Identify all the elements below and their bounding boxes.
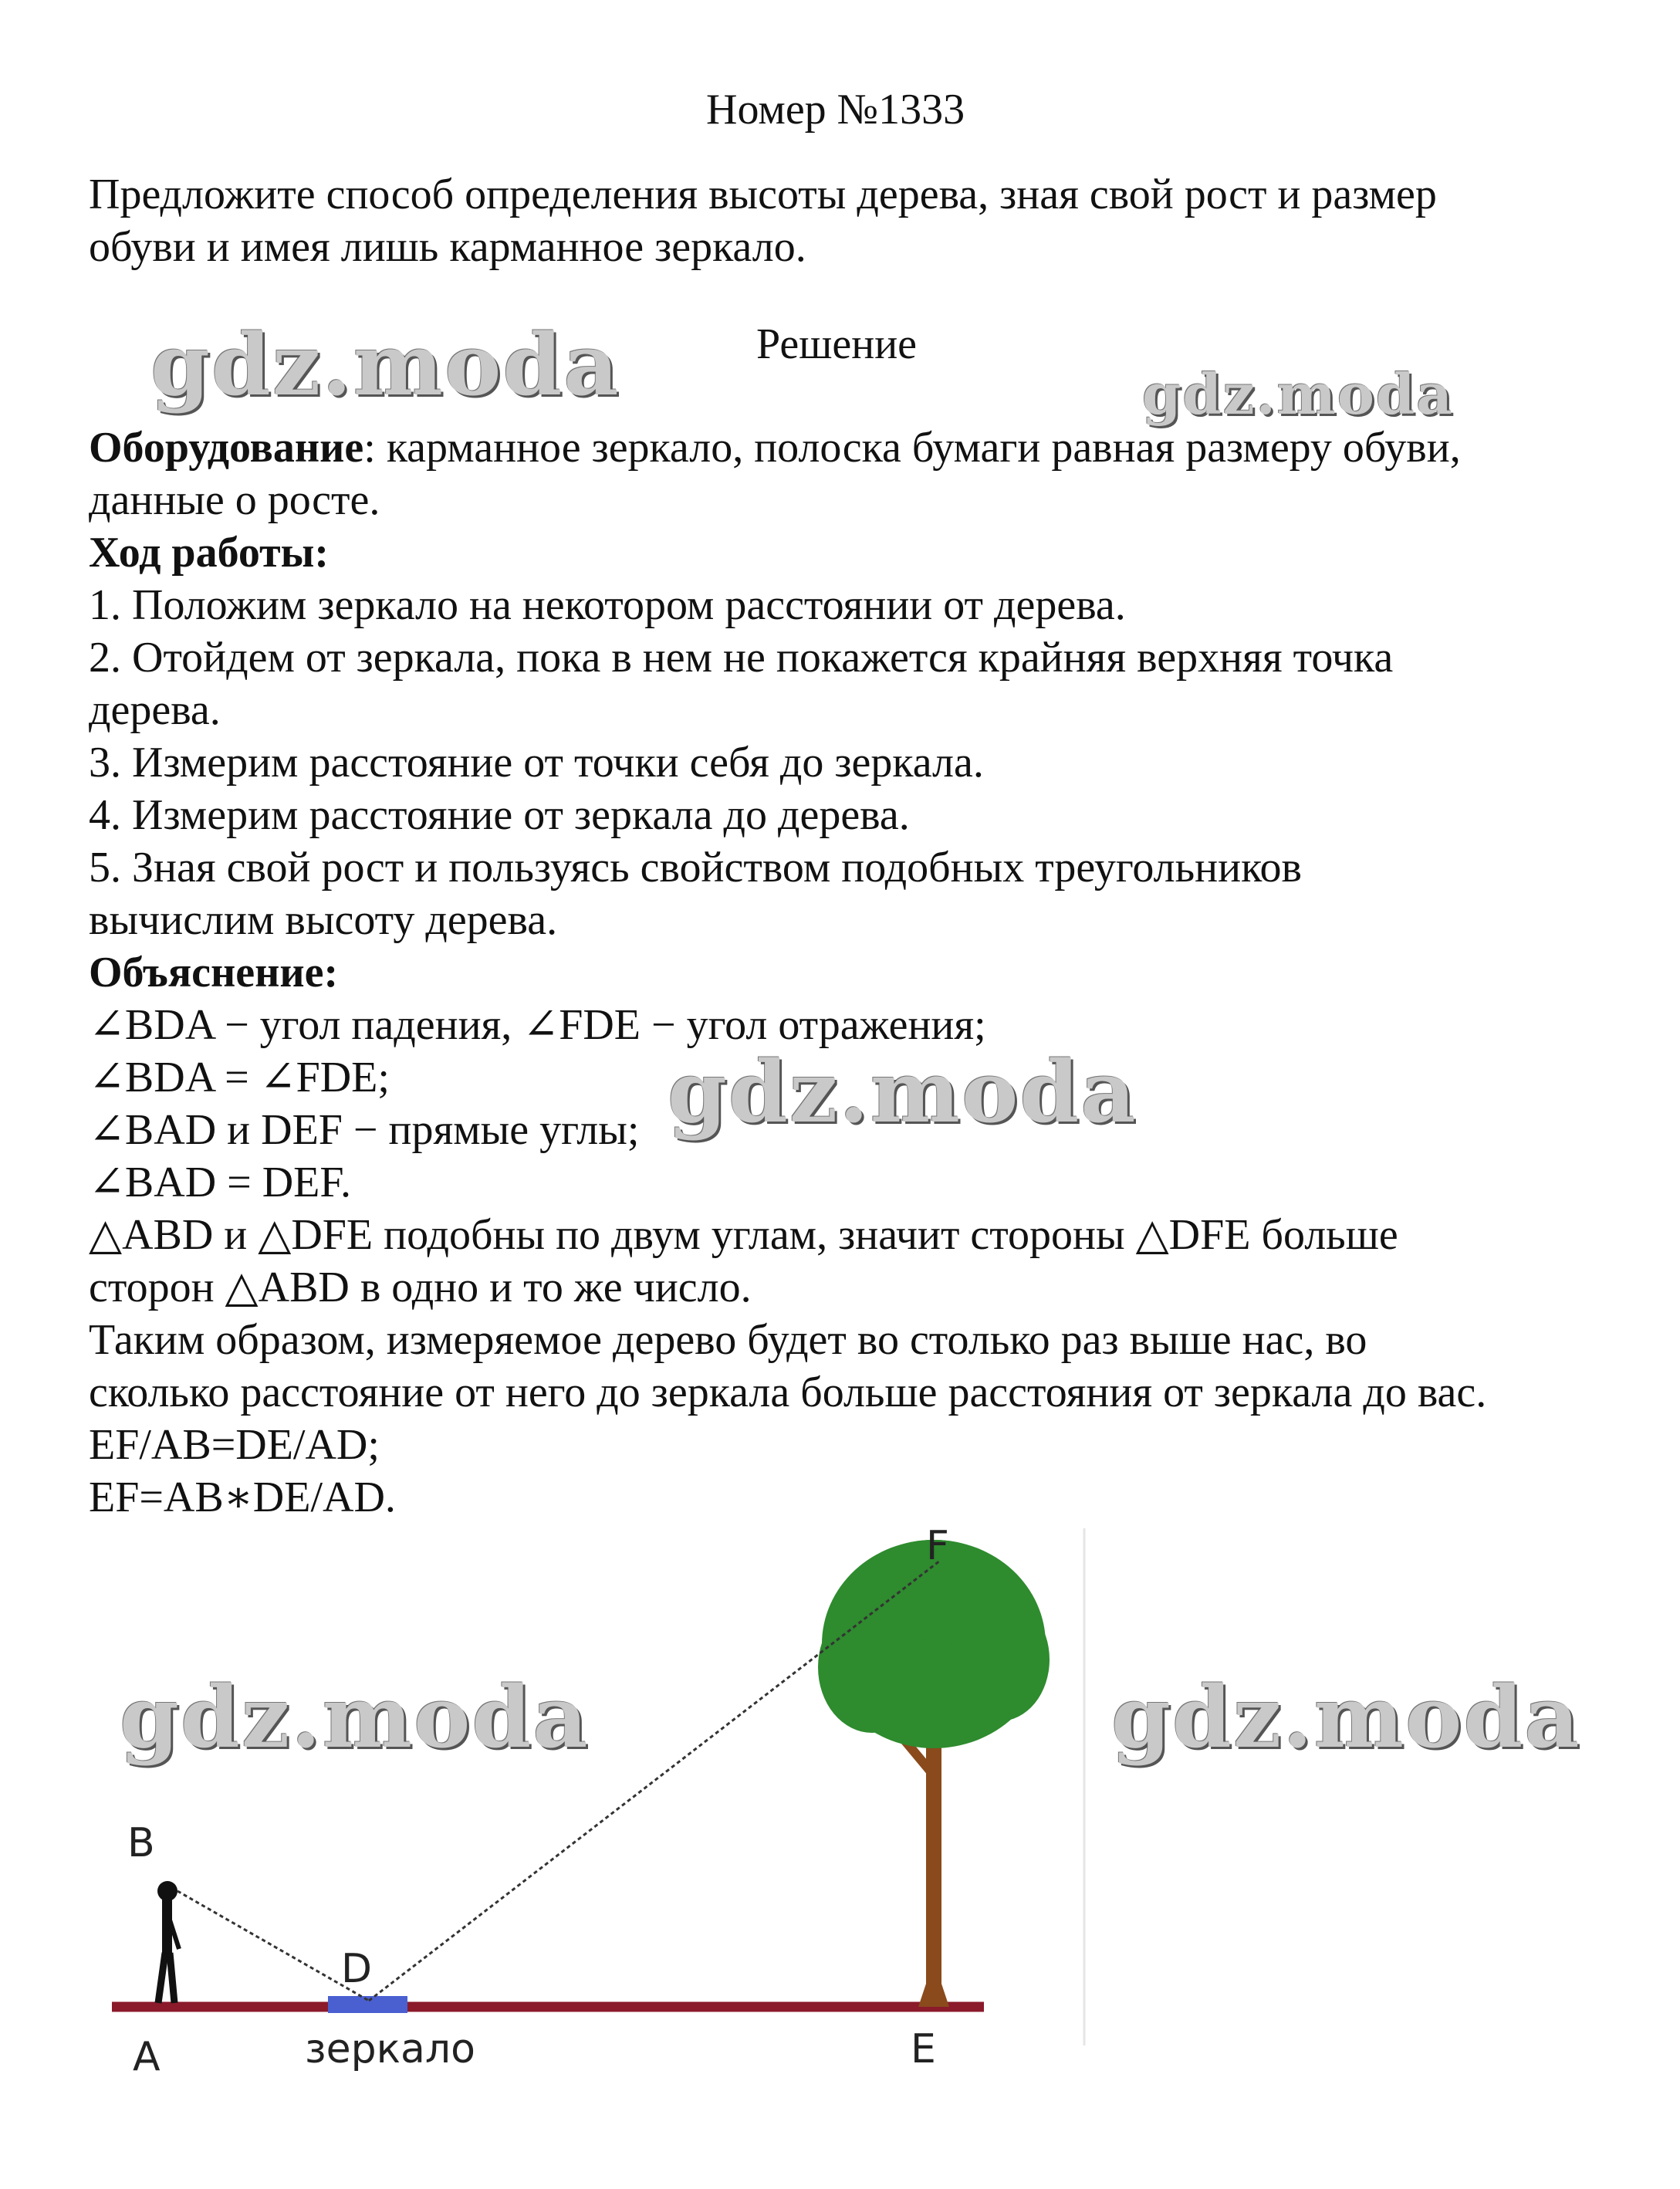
watermark-logo: gdz.moda [120,1667,590,1767]
procedure-step: 4. Измерим расстояние от зеркала до дерева. [89,791,910,839]
procedure-heading: Ход работы: [89,529,329,577]
task-line-1: Предложите способ определения высоты дерева, зная свой рост и размер [89,171,1437,218]
watermark-logo: gdz.moda [668,1042,1137,1142]
label-d: D [341,1946,373,1992]
explanation-line: △ABD и △DFE подобны по двум углам, значит стороны △DFE больше [89,1211,1398,1259]
procedure-step: 5. Зная свой рост и пользуясь свойством подобных треугольников [89,844,1302,892]
watermark-logo: gdz.moda [150,315,620,414]
procedure-step: вычислим высоту дерева. [89,896,558,944]
explanation-line: сторон △ABD в одно и то же число. [89,1264,752,1311]
label-b: B [127,1820,155,1866]
mirror-shape [328,1996,407,2013]
explanation-line: Таким образом, измеряемое дерево будет во столько раз выше нас, во [89,1316,1367,1364]
procedure-step: дерева. [89,686,221,734]
label-e: E [911,2026,936,2072]
explanation-heading: Объяснение: [89,949,339,996]
watermark-logo: gdz.moda [1111,1667,1581,1767]
label-f: F [926,1523,949,1569]
light-ray-incident [177,1891,369,2001]
page-title: Номер №1333 [706,86,965,134]
mirror-label: зеркало [305,2026,475,2072]
light-ray-reflected [369,1561,940,2001]
procedure-step: 2. Отойдем от зеркала, пока в нем не покажется крайняя верхняя точка [89,634,1394,682]
procedure-step: 1. Положим зеркало на некотором расстоянии от дерева. [89,581,1126,629]
explanation-line: ∠BAD = DEF. [89,1159,352,1206]
equipment-line [89,421,1461,474]
label-a: A [133,2034,161,2080]
watermark-logo: gdz.moda [1142,361,1454,427]
explanation-line: EF=AB∗DE/AD. [89,1473,396,1521]
equipment-label: Оборудование [89,424,364,472]
explanation-line: ∠BDA − угол падения, ∠FDE − угол отражения; [89,1001,986,1049]
person-figure [157,1881,179,2003]
explanation-line: ∠BAD и DEF − прямые углы; [89,1106,640,1154]
tree-foliage [818,1540,1050,1748]
procedure-step: 3. Измерим расстояние от точки себя до зеркала. [89,739,984,787]
explanation-line: EF/AB=DE/AD; [89,1421,380,1469]
equipment-text: : карманное зеркало, полоска бумаги равная размеру обуви, [363,424,1461,472]
tree-mirror-diagram [0,1505,1680,2189]
equipment-line-2: данные о росте. [89,476,380,524]
task-line-2: обуви и имея лишь карманное зеркало. [89,223,806,271]
explanation-line: сколько расстояние от него до зеркала больше расстояния от зеркала до вас. [89,1369,1487,1416]
explanation-line: ∠BDA = ∠FDE; [89,1054,390,1101]
solution-heading: Решение [756,320,918,368]
